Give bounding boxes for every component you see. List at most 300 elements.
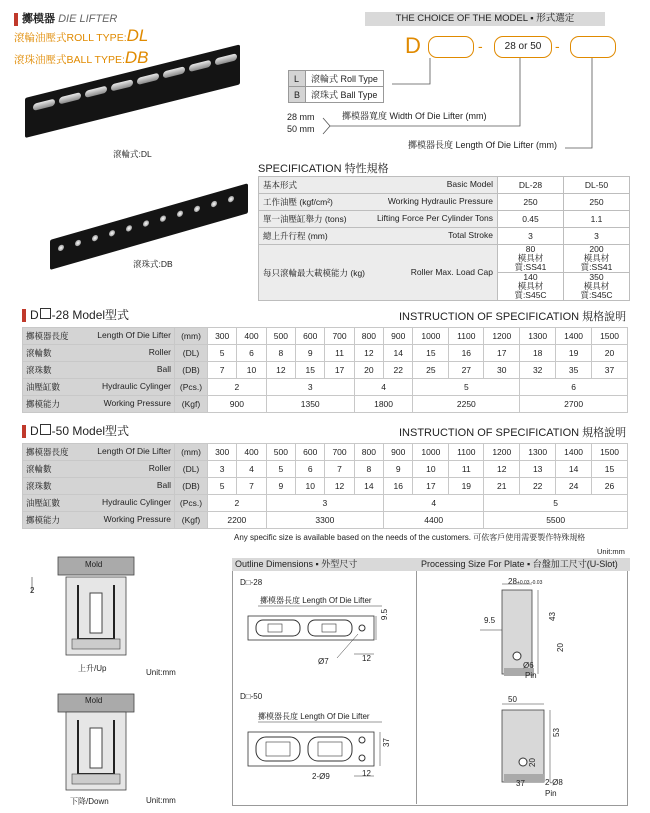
type-code: B <box>289 87 306 103</box>
table-cell: 10 <box>413 461 449 478</box>
row-label-zh: 油壓缸數 <box>26 382 61 392</box>
width-slot: 28 or 50 <box>494 36 552 58</box>
table-cell: 1200 <box>484 444 520 461</box>
row-label-en: Length Of Die Lifter <box>97 330 171 340</box>
table-row <box>23 444 628 461</box>
plate-50-bottom: 20 <box>527 758 537 767</box>
spec-row <box>259 177 630 194</box>
spec-en: Lifting Force Per Cylinder Tons <box>376 213 493 223</box>
width-options <box>287 111 315 135</box>
load-a1-value: 80 <box>525 244 536 254</box>
spec-v2: 1.1 <box>564 211 630 228</box>
roller <box>189 60 211 72</box>
roll-code: DL <box>126 26 149 45</box>
plate-28-width: 28 <box>508 577 517 586</box>
plate-28-pin: Pin <box>525 671 537 680</box>
table-cell: 3300 <box>266 512 383 529</box>
table-cell: 1100 <box>449 328 484 345</box>
table-cell: 1350 <box>266 396 354 413</box>
spec-zh: 單一油壓缸舉力 (tons) <box>263 214 347 224</box>
type-en: Ball Type <box>340 90 378 100</box>
ball <box>58 244 64 252</box>
d28-table <box>22 327 628 413</box>
type-row <box>289 87 384 103</box>
load-b2-value: 350 <box>589 272 604 282</box>
row-label-en: Working Pressure <box>103 398 171 408</box>
table-cell: 20 <box>592 345 628 362</box>
table-cell: 3 <box>266 495 383 512</box>
row-label-zh: 滾輪數 <box>26 464 52 474</box>
row-unit: (DL) <box>175 461 208 478</box>
spec-v1: DL-28 <box>498 177 564 194</box>
d28-title-a: D <box>30 308 39 322</box>
outline-d28-height: 9.5 <box>380 608 390 621</box>
spec-title: SPECIFICATION 特性規格 <box>258 163 389 175</box>
table-cell: 9 <box>296 345 325 362</box>
row-label-zh: 滾輪數 <box>26 348 52 358</box>
row-unit: (Pcs.) <box>175 379 208 396</box>
table-cell: 1100 <box>449 444 484 461</box>
table-cell: 17 <box>325 362 354 379</box>
row-label-zh: 擲模能力 <box>26 399 61 409</box>
table-cell: 2250 <box>413 396 520 413</box>
type-desc <box>306 87 384 103</box>
ball-type-label <box>14 48 149 68</box>
spec-v2: DL-50 <box>564 177 630 194</box>
down-unit: Unit:mm <box>146 796 176 805</box>
table-cell: 2200 <box>208 512 267 529</box>
table-cell: 5 <box>413 379 520 396</box>
table-row <box>23 379 628 396</box>
table-cell: 500 <box>266 444 295 461</box>
table-cell: 1300 <box>520 328 556 345</box>
table-cell: 2 <box>208 495 267 512</box>
ball <box>92 234 98 242</box>
type-desc <box>306 71 384 87</box>
ball-type-text: 滾珠油壓式BALL TYPE: <box>14 54 125 66</box>
row-unit: (DB) <box>175 478 208 495</box>
spec-en: Working Hydraulic Pressure <box>387 196 493 206</box>
load-b2-material: 模具材質:S45C <box>580 281 613 300</box>
table-cell: 19 <box>449 478 484 495</box>
table-cell: 7 <box>237 478 266 495</box>
spec-label <box>259 245 498 301</box>
row-label <box>23 478 175 495</box>
table-cell: 15 <box>592 461 628 478</box>
d50-table <box>22 443 628 529</box>
type-code: L <box>289 71 306 87</box>
row-label <box>23 512 175 529</box>
row-label <box>23 495 175 512</box>
outline-title-zh: 外型尺寸 <box>321 559 358 569</box>
load-a2 <box>564 245 630 273</box>
spec-en: Roller Max. Load Cap <box>410 266 493 277</box>
table-cell: 21 <box>484 478 520 495</box>
section-marker <box>22 425 26 438</box>
choice-header: THE CHOICE OF THE MODEL ▪ 形式選定 <box>365 12 605 26</box>
table-cell: 1000 <box>413 328 449 345</box>
ball <box>228 195 234 203</box>
gap-dimension: 2 <box>30 586 35 595</box>
row-label <box>23 345 175 362</box>
roller <box>85 86 107 98</box>
spec-v1: 250 <box>498 194 564 211</box>
table-cell: 1300 <box>520 444 556 461</box>
outline-d28-width: 12 <box>362 654 371 663</box>
length-label: 擲模器長度 Length Of Die Lifter (mm) <box>408 140 558 150</box>
ball <box>75 239 81 247</box>
spec-label <box>259 228 498 245</box>
row-unit: (Pcs.) <box>175 495 208 512</box>
table-row <box>23 328 628 345</box>
row-label-zh: 滾珠數 <box>26 481 52 491</box>
d50-title <box>22 422 129 439</box>
type-table <box>288 70 384 103</box>
table-cell: 5 <box>208 478 237 495</box>
outline-d50-hole: 2-Ø9 <box>312 772 330 781</box>
spec-row <box>259 194 630 211</box>
table-cell: 300 <box>208 328 237 345</box>
spec-zh: 總上升行程 (mm) <box>263 231 328 241</box>
row-label-en: Hydraulic Cylinger <box>102 381 171 391</box>
table-row <box>23 478 628 495</box>
box-divider <box>416 571 417 804</box>
table-cell: 900 <box>384 444 413 461</box>
spec-row <box>259 245 630 273</box>
table-cell: 400 <box>237 328 266 345</box>
spec-en: Total Stroke <box>448 230 493 240</box>
table-cell: 3 <box>208 461 237 478</box>
row-label-zh: 滾珠數 <box>26 365 52 375</box>
load-a2-value: 200 <box>589 244 604 254</box>
table-cell: 22 <box>384 362 413 379</box>
row-label-en: Working Pressure <box>103 514 171 524</box>
table-cell: 1000 <box>413 444 449 461</box>
table-cell: 16 <box>384 478 413 495</box>
row-label-en: Length Of Die Lifter <box>97 446 171 456</box>
table-cell: 2 <box>208 379 267 396</box>
table-cell: 6 <box>296 461 325 478</box>
table-cell: 26 <box>592 478 628 495</box>
plate-28-width-group <box>508 577 542 586</box>
table-cell: 5500 <box>484 512 628 529</box>
table-cell: 5 <box>208 345 237 362</box>
table-cell: 3 <box>266 379 354 396</box>
outline-d50-width: 12 <box>362 769 371 778</box>
spec-v2: 3 <box>564 228 630 245</box>
plate-28-side: 9.5 <box>484 616 496 625</box>
table-cell: 17 <box>413 478 449 495</box>
table-cell: 25 <box>413 362 449 379</box>
table-cell: 11 <box>449 461 484 478</box>
load-a1 <box>498 245 564 273</box>
table-cell: 7 <box>208 362 237 379</box>
roll-type-text: 滾輪油壓式ROLL TYPE: <box>14 32 127 44</box>
table-cell: 2700 <box>520 396 628 413</box>
plate-50-side: 37 <box>516 779 525 788</box>
row-label-zh: 油壓缸數 <box>26 498 61 508</box>
table-cell: 1800 <box>354 396 413 413</box>
table-cell: 800 <box>354 444 383 461</box>
table-cell: 17 <box>484 345 520 362</box>
width-28: 28 mm <box>287 112 315 122</box>
title-zh: 擲模器 <box>22 13 55 25</box>
table-cell: 15 <box>413 345 449 362</box>
ball-rail-image <box>50 183 248 270</box>
custom-size-note: Any specific size is available based on the needs of the customers. 可依客戶使用需要製作特殊規格 <box>234 533 586 542</box>
row-unit: (Kgf) <box>175 396 208 413</box>
table-cell: 300 <box>208 444 237 461</box>
outline-d50-length: 擲模器長度 Length Of Die Lifter <box>258 712 370 721</box>
table-cell: 4 <box>354 379 413 396</box>
row-label-zh: 擲模器長度 <box>26 331 69 341</box>
table-cell: 9 <box>266 478 295 495</box>
roller <box>137 73 159 85</box>
table-cell: 22 <box>520 478 556 495</box>
row-unit: (DB) <box>175 362 208 379</box>
load-b1-material: 模具材質:S45C <box>514 281 547 300</box>
roller <box>111 79 133 91</box>
unit-label: Unit:mm <box>597 547 625 556</box>
table-row <box>23 345 628 362</box>
table-cell: 12 <box>266 362 295 379</box>
table-cell: 6 <box>520 379 628 396</box>
outline-header: Outline Dimensions ▪ 外型尺寸 <box>232 558 418 571</box>
table-row <box>23 461 628 478</box>
choice-title-zh: 形式選定 <box>536 13 575 24</box>
choice-title: THE CHOICE OF THE MODEL <box>395 13 528 24</box>
row-label <box>23 379 175 396</box>
row-label <box>23 461 175 478</box>
plate-50-width: 50 <box>508 695 517 704</box>
plate-28-height: 43 <box>547 612 557 621</box>
row-label-en: Roller <box>148 347 171 357</box>
table-cell: 14 <box>556 461 592 478</box>
table-cell: 9 <box>384 461 413 478</box>
table-cell: 15 <box>296 362 325 379</box>
load-a2-material: 模具材質:SS41 <box>580 253 613 272</box>
header-title <box>14 10 117 26</box>
up-caption: 上升/Up <box>78 664 107 673</box>
ball <box>211 200 217 208</box>
row-label-en: Roller <box>148 463 171 473</box>
plate-title-zh: 台盤加工尺寸(U-Slot) <box>532 559 618 569</box>
row-label-zh: 擲模能力 <box>26 515 61 525</box>
spec-v1: 3 <box>498 228 564 245</box>
table-cell: 7 <box>325 461 354 478</box>
section-marker <box>14 13 18 26</box>
dash-2: - <box>555 38 560 54</box>
plate-50-pin-dia: 2-Ø8 <box>545 778 563 787</box>
plate-header: Processing Size For Plate ▪ 台盤加工尺寸(U-Slot) <box>418 558 630 571</box>
row-label <box>23 362 175 379</box>
table-cell: 600 <box>296 444 325 461</box>
width-label: 擲模器寬度 Width Of Die Lifter (mm) <box>342 111 487 121</box>
row-label-en: Hydraulic Cylinger <box>102 497 171 507</box>
table-cell: 4400 <box>384 512 484 529</box>
d50-title-b: -50 Model型式 <box>51 424 130 438</box>
table-cell: 500 <box>266 328 295 345</box>
up-unit: Unit:mm <box>146 668 176 677</box>
row-unit: (DL) <box>175 345 208 362</box>
title-en: DIE LIFTER <box>58 13 118 25</box>
table-cell: 4 <box>384 495 484 512</box>
table-cell: 30 <box>484 362 520 379</box>
table-cell: 14 <box>354 478 383 495</box>
ball <box>160 215 166 223</box>
width-50: 50 mm <box>287 124 315 134</box>
table-cell: 1200 <box>484 328 520 345</box>
table-cell: 14 <box>384 345 413 362</box>
d50-instr: INSTRUCTION OF SPECIFICATION 規格說明 <box>399 427 627 439</box>
load-b2 <box>564 273 630 301</box>
table-row <box>23 362 628 379</box>
table-cell: 10 <box>237 362 266 379</box>
table-row <box>23 396 628 413</box>
row-label-zh: 擲模器長度 <box>26 447 69 457</box>
outline-d28-hole: Ø7 <box>318 657 329 666</box>
table-cell: 6 <box>237 345 266 362</box>
blank-square <box>40 424 51 435</box>
table-cell: 700 <box>325 444 354 461</box>
row-label <box>23 328 175 345</box>
table-cell: 27 <box>449 362 484 379</box>
table-cell: 1400 <box>556 444 592 461</box>
ball <box>194 205 200 213</box>
plate-28-drawing <box>480 578 590 686</box>
d28-title-b: -28 Model型式 <box>51 308 130 322</box>
table-cell: 400 <box>237 444 266 461</box>
ball-code: DB <box>124 48 149 67</box>
table-cell: 18 <box>520 345 556 362</box>
table-cell: 20 <box>354 362 383 379</box>
row-label <box>23 396 175 413</box>
row-unit: (mm) <box>175 328 208 345</box>
plate-50-height: 53 <box>551 728 561 737</box>
table-cell: 600 <box>296 328 325 345</box>
ball-caption: 滾珠式:DB <box>133 259 173 269</box>
row-label <box>23 444 175 461</box>
spec-en: Basic Model <box>446 179 493 189</box>
roller <box>215 53 237 65</box>
ball <box>177 210 183 218</box>
load-b1-value: 140 <box>523 272 538 282</box>
table-cell: 24 <box>556 478 592 495</box>
table-cell: 10 <box>296 478 325 495</box>
roll-caption: 滾輪式:DL <box>113 149 152 159</box>
load-a1-material: 模具材質:SS41 <box>514 253 547 272</box>
spec-v1: 0.45 <box>498 211 564 228</box>
table-cell: 32 <box>520 362 556 379</box>
spec-row <box>259 228 630 245</box>
type-en: Roll Type <box>340 74 378 84</box>
roller <box>59 92 81 104</box>
row-unit: (mm) <box>175 444 208 461</box>
spec-zh: 工作油壓 (kgf/cm²) <box>263 197 333 207</box>
outline-title: Outline Dimensions <box>235 559 314 569</box>
table-cell: 12 <box>325 478 354 495</box>
table-cell: 35 <box>556 362 592 379</box>
outline-d28-label: D□-28 <box>240 578 263 587</box>
table-cell: 900 <box>384 328 413 345</box>
table-cell: 1500 <box>592 444 628 461</box>
roll-type-label <box>14 26 148 46</box>
outline-d28-length: 擲模器長度 Length Of Die Lifter <box>260 596 372 605</box>
mold-label-down: Mold <box>85 696 103 705</box>
table-cell: 1500 <box>592 328 628 345</box>
table-cell: 800 <box>354 328 383 345</box>
spec-row <box>259 211 630 228</box>
down-caption: 下降/Down <box>70 797 109 806</box>
d28-instr: INSTRUCTION OF SPECIFICATION 規格說明 <box>399 311 627 323</box>
table-cell: 700 <box>325 328 354 345</box>
load-b1 <box>498 273 564 301</box>
plate-28-tol: +0.03 -0.03 <box>516 580 543 586</box>
mold-label-up: Mold <box>85 560 103 569</box>
table-cell: 12 <box>354 345 383 362</box>
plate-28-pin-dia: Ø6 <box>523 661 534 670</box>
spec-table <box>258 176 630 301</box>
d28-title <box>22 306 129 323</box>
type-row <box>289 71 384 87</box>
row-label-en: Ball <box>156 480 171 490</box>
ball <box>109 229 115 237</box>
spec-zh: 基本形式 <box>263 180 298 190</box>
model-prefix: D <box>405 33 421 58</box>
spec-label <box>259 194 498 211</box>
spec-zh: 每只滾輪最大載模能力 (kg) <box>263 267 366 278</box>
ball <box>143 220 149 228</box>
plate-50-drawing <box>478 700 588 800</box>
row-label-en: Ball <box>156 364 171 374</box>
up-down-schematic <box>26 555 151 805</box>
ball <box>126 224 132 232</box>
dash-1: - <box>478 38 483 54</box>
row-unit: (Kgf) <box>175 512 208 529</box>
type-zh: 滾輪式 <box>311 74 339 84</box>
spec-v2: 250 <box>564 194 630 211</box>
plate-50-pin: Pin <box>545 789 557 798</box>
table-row <box>23 512 628 529</box>
table-cell: 19 <box>556 345 592 362</box>
blank-square <box>40 308 51 319</box>
table-cell: 8 <box>354 461 383 478</box>
table-row <box>23 495 628 512</box>
table-cell: 5 <box>266 461 295 478</box>
spec-label <box>259 177 498 194</box>
plate-title: Processing Size For Plate <box>421 559 525 569</box>
table-cell: 1400 <box>556 328 592 345</box>
table-cell: 4 <box>237 461 266 478</box>
d50-title-a: D <box>30 424 39 438</box>
table-cell: 8 <box>266 345 295 362</box>
spec-label <box>259 211 498 228</box>
table-cell: 900 <box>208 396 267 413</box>
type-zh: 滾珠式 <box>311 90 339 100</box>
plate-28-bottom: 20 <box>555 643 565 652</box>
table-cell: 12 <box>484 461 520 478</box>
table-cell: 11 <box>325 345 354 362</box>
roller <box>33 99 55 111</box>
outline-d50-height: 37 <box>381 738 391 747</box>
table-cell: 13 <box>520 461 556 478</box>
section-marker <box>22 309 26 322</box>
outline-d50-label: D□-50 <box>240 692 263 701</box>
table-cell: 37 <box>592 362 628 379</box>
roller <box>163 66 185 78</box>
table-cell: 5 <box>484 495 628 512</box>
table-cell: 16 <box>449 345 484 362</box>
